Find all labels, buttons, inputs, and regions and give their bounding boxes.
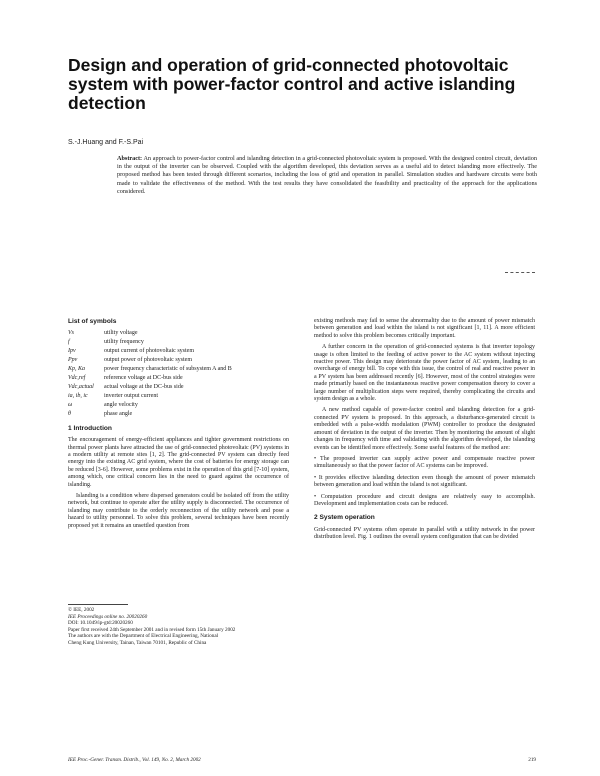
page-footer	[68, 757, 536, 763]
footnote-line: © IEE, 2002	[68, 607, 95, 613]
system-operation-heading: 2 System operation	[314, 514, 375, 522]
symbol-row	[68, 357, 289, 364]
footnotes	[68, 607, 300, 647]
journal-citation: IEE Proc.-Gener. Transm. Distrib., Vol. 149, No. 2, March 2002	[68, 757, 201, 763]
symbol-row	[68, 348, 289, 355]
intro-paragraph: Islanding is a condition where dispersed generators could be isolated off from the utility network, but continue to operate after the utility supply is disconnected. The occurrence of islanding may contribute to the orderly reconnection of the utility network and pose a hazard to utility personnel. To solve this problem, several techniques have been recently proposed yet it remains an unsettled question from	[68, 493, 289, 529]
symbol-row	[68, 393, 289, 400]
left-column	[68, 318, 289, 534]
symbol-desc: actual voltage at the DC-bus side	[104, 384, 184, 391]
symbol: Vs	[68, 330, 74, 337]
footnote-line: Paper first received 24th September 2001 and in revised form 15th January 2002	[68, 626, 236, 633]
body-paragraph: existing methods may fail to sense the abnormality due to the amount of power mismatch between generation and load within the island is not significant [1, 11]. A more efficient method to solve this problem becomes critically important.	[314, 318, 535, 339]
symbols-list	[68, 330, 289, 418]
abstract-text: An approach to power-factor control and islanding detection in a grid-connected photovoltaic system is proposed. With the designed control circuit, deviation in the output of the inverter can be observed. Coupled with the algorithm developed, this deviation serves as a useful aid to detect islanding more effectively. The proposed method has been tested through different scenarios, including the loss of grid and operation in parallel. Simulation studies and hardware circuits were both made to validate the effectiveness of the method. With the test results they have consolidated the feasibility and practicality of the approach for the applications considered.	[117, 155, 537, 195]
footnote-line: The authors are with the Department of Electrical Engineering, National	[68, 633, 219, 640]
symbol-row	[68, 411, 289, 418]
symbol-desc: output current of photovoltaic system	[104, 348, 194, 355]
symbol: ω	[68, 402, 73, 409]
symbol-desc: phase angle	[104, 411, 133, 418]
intro-paragraph: The encouragement of energy-efficient appliances and tighter government restrictions on thermal power plants have attracted the use of grid-connected photovoltaic (PV) systems in a modern utility at remote sites [1, 2]. The grid-connected PV system can directly feed energy into the existing AC grid system, where the cost of batteries for energy storage can be reduced [3-6]. However, some problems exist in the operation of this grid [7-10] system, among which, one critical concern lies in the need to guard against the occurrence of islanding.	[68, 437, 289, 488]
symbol: θ	[68, 411, 71, 418]
feature-bullet: • It provides effective islanding detection even though the amount of power mismatch between generation and load within the island is not significant.	[314, 474, 535, 489]
symbol-desc: inverter output current	[104, 393, 158, 400]
footnote-line: DOI: 10.1049/ip-gtd:20020260	[68, 620, 133, 627]
symbol-row	[68, 330, 289, 337]
symbol-desc: reference voltage at DC-bus side	[104, 375, 183, 382]
abstract-label: Abstract:	[117, 155, 143, 162]
symbol: f	[68, 339, 70, 346]
symbol: Vdc,ref	[68, 375, 86, 382]
body-paragraph: Grid-connected PV systems often operate in parallel with a utility network in the power distribution level. Fig. 1 outlines the overall system configuration that can be divided	[314, 526, 535, 541]
symbol-row	[68, 339, 289, 346]
introduction-heading: 1 Introduction	[68, 424, 112, 432]
page-number: 219	[528, 757, 536, 763]
authors: S.-J.Huang and F.-S.Pai	[68, 139, 144, 146]
body-paragraph: A further concern in the operation of grid-connected systems is that inverter topology usage is often limited to the feeding of active power to the AC system without injecting reactive power. This design may deteriorate the power factor of AC system, leading to an overcharge of energy bill. To cope with this issue, the control of real and reactive power in a PV system has been addressed recently [6]. However, most of the control strategies were made primarily based on the instantaneous reactive power compensation theory to cover a large number of multiplication steps were required, thereby complicating the circuits and system design as a whole.	[314, 344, 535, 403]
symbol-desc: output power of photovoltaic system	[104, 357, 192, 364]
footnote-rule	[68, 604, 128, 605]
symbol: ia, ib, ic	[68, 393, 88, 400]
body-paragraph: A new method capable of power-factor control and islanding detection for a grid-connected PV system is proposed. In this approach, a disturbance-generated circuit is embedded with a pulse-width modulation (PWM) controller to produce the designated amount of deviation in the output of the inverter. Then by monitoring the amount of slight changes in frequency with time and validating with the algorithm developed, the islanding events can be identified more effectively. Some useful features of the method are:	[314, 407, 535, 451]
feature-bullet: • Computation procedure and circuit designs are relatively easy to accomplish. Development and implementation costs can be reduced.	[314, 493, 535, 507]
symbol-desc: utility voltage	[104, 330, 138, 337]
symbol-row	[68, 402, 289, 409]
abstract	[117, 155, 537, 196]
symbol: Kp, Ka	[68, 366, 86, 373]
symbols-heading: List of symbols	[68, 318, 117, 325]
paper-title: Design and operation of grid-connected photovoltaic system with power-factor control and active islanding detection	[68, 55, 516, 113]
symbol: Vdc,actual	[68, 384, 94, 391]
symbol-row	[68, 366, 289, 373]
symbol: Ppv	[68, 357, 78, 364]
feature-bullet: • The proposed inverter can supply active power and compensate reactive power simultaneously so that the power factor of AC systems can be improved.	[314, 455, 535, 470]
footnote-line: Cheng Kung University, Tainan, Taiwan 70101, Republic of China	[68, 639, 207, 646]
symbol-row	[68, 384, 289, 391]
separator-rule	[505, 272, 535, 273]
footnote-line: IEE Proceedings online no. 20020260	[68, 613, 148, 620]
right-column	[314, 318, 535, 546]
symbol: Ipv	[68, 348, 76, 355]
symbol-desc: power frequency characteristic of subsystem A and B	[104, 366, 232, 373]
symbol-desc: angle velocity	[104, 402, 138, 409]
symbol-desc: utility frequency	[104, 339, 144, 346]
symbol-row	[68, 375, 289, 382]
